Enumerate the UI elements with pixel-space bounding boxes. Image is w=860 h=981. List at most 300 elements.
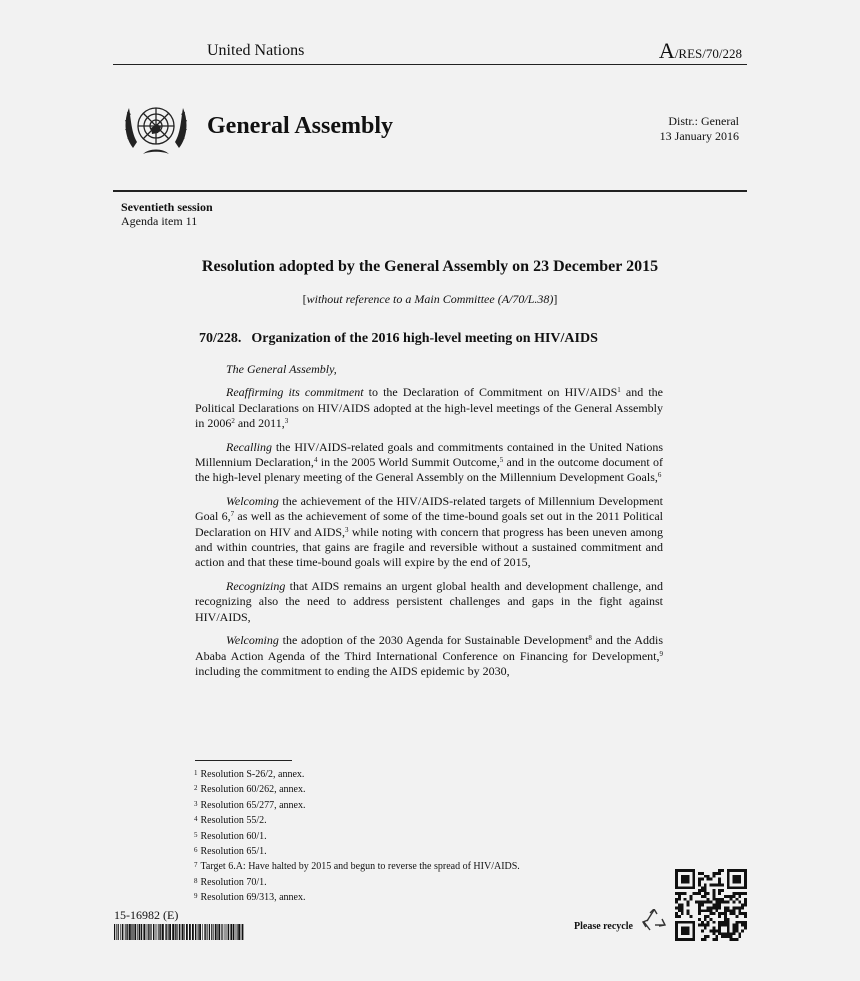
document-number: 15-16982 (E) (114, 908, 179, 922)
paragraph (195, 440, 663, 486)
qr-module (681, 912, 684, 915)
qr-module (724, 918, 727, 921)
qr-module (718, 889, 721, 892)
qr-module (681, 929, 684, 932)
qr-module (678, 898, 681, 901)
qr-module (675, 878, 678, 881)
qr-module (730, 932, 733, 935)
qr-module (712, 927, 715, 930)
note-bracket-close: ] (553, 292, 558, 306)
qr-module (675, 915, 678, 918)
qr-module (692, 929, 695, 932)
qr-module (712, 921, 715, 924)
footnote-ref: 9 (659, 649, 663, 658)
qr-module (733, 869, 736, 872)
qr-module (687, 912, 690, 915)
qr-module (733, 901, 736, 904)
qr-module (678, 909, 681, 912)
qr-module (689, 921, 692, 924)
qr-module (710, 901, 713, 904)
qr-module (718, 898, 721, 901)
qr-module (701, 872, 704, 875)
qr-module (695, 892, 698, 895)
paragraph-text: the HIV/AIDS-related goals and commitments contained in the United Nations Millennium Declaration, (195, 439, 663, 470)
barcode-bar (124, 924, 125, 940)
qr-module (675, 872, 678, 875)
qr-module (727, 918, 730, 921)
qr-module (689, 915, 692, 918)
qr-module (738, 912, 741, 915)
qr-module (678, 906, 681, 909)
qr-module (735, 869, 738, 872)
qr-module (715, 904, 718, 907)
qr-module (695, 901, 698, 904)
footnote-text: Resolution 65/277, annex. (200, 799, 306, 811)
qr-module (689, 895, 692, 898)
un-emblem-icon (121, 98, 191, 160)
qr-module (727, 929, 730, 932)
barcode-bar (186, 924, 188, 940)
qr-module (741, 921, 744, 924)
qr-module (698, 892, 701, 895)
qr-module (681, 878, 684, 881)
recycle-icon (642, 909, 666, 931)
barcode-bar (235, 924, 236, 940)
qr-module (724, 912, 727, 915)
qr-module (687, 886, 690, 889)
barcode-bar (237, 924, 238, 940)
symbol-rest: /RES/70/228 (674, 46, 742, 61)
qr-module (704, 924, 707, 927)
qr-module (698, 889, 701, 892)
qr-module (715, 883, 718, 886)
paragraph-lead: Welcoming (226, 633, 279, 648)
paragraph-lead: Reaffirming its commitment (226, 385, 364, 400)
paragraph (195, 633, 663, 679)
qr-module (724, 932, 727, 935)
qr-module (684, 878, 687, 881)
qr-module (741, 924, 744, 927)
qr-module (710, 912, 713, 915)
qr-module (704, 918, 707, 921)
qr-module (738, 921, 741, 924)
qr-module (718, 921, 721, 924)
qr-module (684, 869, 687, 872)
qr-module (744, 898, 747, 901)
qr-module (712, 895, 715, 898)
barcode-bar (202, 924, 203, 940)
qr-module (701, 929, 704, 932)
qr-module (675, 927, 678, 930)
barcode-bar (224, 924, 225, 940)
qr-module (710, 906, 713, 909)
qr-module (701, 878, 704, 881)
footnote (194, 844, 520, 859)
qr-module (675, 935, 678, 938)
qr-module (727, 906, 730, 909)
barcode-bar (217, 924, 218, 940)
barcode-bar (141, 924, 142, 940)
qr-module (684, 932, 687, 935)
qr-module (744, 875, 747, 878)
qr-module (744, 892, 747, 895)
qr-module (698, 904, 701, 907)
qr-module (715, 901, 718, 904)
paragraph-text: to the Declaration of Commitment on HIV/AIDS (363, 385, 618, 400)
qr-module (681, 927, 684, 930)
qr-module (730, 869, 733, 872)
footnote-ref: 4 (313, 456, 318, 465)
qr-module (675, 924, 678, 927)
qr-module (744, 883, 747, 886)
barcode-bar (198, 924, 199, 940)
footnote (194, 875, 520, 890)
footnote-number: 7 (194, 861, 198, 870)
qr-module (718, 927, 721, 930)
barcode-bar (133, 924, 134, 940)
barcode-bar (122, 924, 123, 940)
qr-module (692, 875, 695, 878)
qr-module (692, 886, 695, 889)
qr-module (738, 932, 741, 935)
footnote-number: 1 (194, 769, 198, 777)
qr-module (727, 872, 730, 875)
barcode-bar (155, 924, 156, 940)
barcode-bar (199, 924, 201, 940)
qr-module (687, 929, 690, 932)
qr-module (675, 932, 678, 935)
barcode-bar (149, 924, 150, 940)
barcode-bar (195, 924, 196, 940)
qr-module (727, 881, 730, 884)
qr-module (718, 912, 721, 915)
qr-module (704, 875, 707, 878)
qr-module (678, 915, 681, 918)
qr-module (735, 924, 738, 927)
qr-module (730, 938, 733, 941)
qr-module (735, 892, 738, 895)
footnote-ref: 5 (499, 456, 504, 465)
note-bracket-open: [ (302, 292, 307, 306)
qr-module (718, 869, 721, 872)
barcode-bar (129, 924, 131, 940)
qr-module (741, 912, 744, 915)
barcode-bar (139, 924, 141, 940)
footnote-text: Resolution S-26/2, annex. (200, 769, 305, 780)
qr-module (724, 901, 727, 904)
barcode-bar (125, 924, 126, 940)
note-text: without reference to a Main Committee (A/70/L.38) (306, 292, 554, 306)
symbol-letter: A (658, 38, 675, 63)
qr-module (741, 892, 744, 895)
qr-module (735, 906, 738, 909)
qr-module (715, 872, 718, 875)
qr-module (704, 938, 707, 941)
qr-module (701, 889, 704, 892)
qr-module (724, 924, 727, 927)
resolution-title: Resolution adopted by the General Assembly on 23 December 2015 (201, 258, 659, 275)
qr-module (718, 901, 721, 904)
barcode-bar (153, 924, 154, 940)
qr-module (727, 901, 730, 904)
barcode-bar (182, 924, 184, 940)
qr-module (675, 881, 678, 884)
qr-module (707, 909, 710, 912)
barcode-bar (226, 924, 227, 940)
qr-module (744, 872, 747, 875)
footnote-text: Target 6.A: Have halted by 2015 and begun to reverse the spread of HIV/AIDS. (200, 861, 520, 873)
qr-module (733, 912, 736, 915)
qr-module (707, 892, 710, 895)
qr-module (681, 869, 684, 872)
barcode-bar (189, 924, 191, 940)
qr-module (733, 924, 736, 927)
qr-module (707, 935, 710, 938)
qr-module (681, 892, 684, 895)
qr-module (712, 904, 715, 907)
barcode-bar (169, 924, 171, 940)
barcode (114, 924, 244, 940)
qr-module (727, 878, 730, 881)
qr-module (727, 895, 730, 898)
qr-module (738, 935, 741, 938)
agenda-item: Agenda item 11 (121, 214, 198, 228)
qr-module (712, 892, 715, 895)
paragraph-text: and the Addis Ababa Action Agenda of the Third International Conference on Financing for Development, (195, 633, 663, 663)
qr-module (718, 872, 721, 875)
qr-module (738, 892, 741, 895)
qr-module (692, 938, 695, 941)
qr-module (733, 927, 736, 930)
qr-module (692, 921, 695, 924)
qr-module (721, 883, 724, 886)
qr-module (692, 932, 695, 935)
paragraph-text: in the 2005 World Summit Outcome, (317, 455, 500, 470)
qr-module (704, 895, 707, 898)
qr-module (727, 869, 730, 872)
qr-module (727, 924, 730, 927)
qr-module (733, 909, 736, 912)
qr-module (712, 898, 715, 901)
session-name: Seventieth session (121, 200, 213, 214)
paragraph-text: and the Political Declarations on HIV/AIDS adopted at the high-level meetings of the General Assembly in 2006 (195, 385, 663, 431)
barcode-bar (205, 924, 206, 940)
barcode-bar (157, 924, 158, 940)
qr-module (710, 918, 713, 921)
barcode-bar (209, 924, 210, 940)
qr-module (692, 927, 695, 930)
qr-module (698, 912, 701, 915)
qr-module (687, 878, 690, 881)
qr-module (721, 921, 724, 924)
qr-module (744, 927, 747, 930)
qr-module (692, 869, 695, 872)
qr-module (721, 889, 724, 892)
distribution-block (660, 114, 739, 144)
qr-module (727, 932, 730, 935)
barcode-bar (228, 924, 229, 940)
qr-module (715, 906, 718, 909)
qr-module (710, 883, 713, 886)
barcode-bar (230, 924, 232, 940)
barcode-bar (184, 924, 185, 940)
committee-note (0, 292, 860, 307)
qr-module (675, 869, 678, 872)
qr-module (675, 875, 678, 878)
qr-module (687, 932, 690, 935)
barcode-bar (242, 924, 243, 940)
qr-module (678, 869, 681, 872)
qr-module (724, 921, 727, 924)
qr-module (678, 938, 681, 941)
footnote-text: Resolution 70/1. (200, 876, 267, 888)
resolution-heading (199, 331, 598, 347)
qr-module (727, 883, 730, 886)
barcode-bar (179, 924, 180, 940)
qr-module (687, 881, 690, 884)
qr-module (735, 878, 738, 881)
qr-module (744, 915, 747, 918)
qr-module (744, 924, 747, 927)
footnote-number: 4 (194, 815, 198, 824)
qr-module (689, 886, 692, 889)
qr-module (738, 895, 741, 898)
qr-module (727, 921, 730, 924)
qr-module (712, 912, 715, 915)
barcode-bar (172, 924, 174, 940)
qr-module (718, 906, 721, 909)
barcode-bar (236, 924, 237, 940)
paragraph-text: as well as the achievement of some of the time-bound goals set out in the 2011 Political Declaration on HIV and AIDS, (195, 509, 663, 539)
qr-module (701, 924, 704, 927)
qr-module (675, 898, 678, 901)
qr-module (687, 869, 690, 872)
qr-module (689, 898, 692, 901)
qr-module (730, 886, 733, 889)
qr-module (741, 904, 744, 907)
qr-module (692, 883, 695, 886)
qr-module (687, 921, 690, 924)
barcode-bar (218, 924, 220, 940)
qr-module (698, 901, 701, 904)
barcode-bar (151, 924, 152, 940)
qr-module (692, 878, 695, 881)
qr-module (701, 901, 704, 904)
footnote-ref: 8 (588, 634, 592, 643)
qr-module (710, 909, 713, 912)
barcode-bar (233, 924, 234, 940)
barcode-bar (165, 924, 166, 940)
qr-module (687, 909, 690, 912)
footnote-number: 5 (194, 830, 198, 839)
paragraph (195, 385, 663, 431)
qr-module (727, 886, 730, 889)
qr-module (727, 935, 730, 938)
barcode-bar (227, 924, 228, 940)
qr-module (735, 881, 738, 884)
footnote-text: Resolution 60/1. (200, 830, 267, 842)
qr-module (692, 872, 695, 875)
qr-module (681, 886, 684, 889)
qr-module (735, 921, 738, 924)
qr-module (681, 906, 684, 909)
qr-module (744, 901, 747, 904)
qr-module (741, 929, 744, 932)
qr-module (692, 924, 695, 927)
qr-module (678, 904, 681, 907)
qr-module (733, 929, 736, 932)
paragraph (195, 494, 663, 571)
general-assembly-title: General Assembly (207, 113, 393, 139)
qr-module (704, 901, 707, 904)
qr-module (704, 909, 707, 912)
qr-module (684, 886, 687, 889)
qr-module (744, 878, 747, 881)
barcode-bar (131, 924, 132, 940)
qr-module (724, 935, 727, 938)
qr-module (698, 881, 701, 884)
qr-module (681, 921, 684, 924)
qr-module (741, 869, 744, 872)
qr-module (681, 938, 684, 941)
qr-module (701, 895, 704, 898)
qr-module (675, 906, 678, 909)
header-divider (113, 190, 747, 192)
qr-module (721, 932, 724, 935)
footnote-text: Resolution 69/313, annex. (200, 892, 306, 904)
qr-module (675, 883, 678, 886)
footnote-ref: 2 (231, 417, 235, 426)
barcode-bar (192, 924, 194, 940)
qr-module (744, 921, 747, 924)
qr-module (715, 938, 718, 941)
footnote-text: Resolution 55/2. (200, 815, 267, 827)
qr-module (738, 875, 741, 878)
qr-module (684, 927, 687, 930)
session-block (121, 200, 213, 228)
qr-module (684, 929, 687, 932)
qr-module (675, 901, 678, 904)
barcode-bar (238, 924, 240, 940)
qr-module (721, 924, 724, 927)
qr-module (744, 904, 747, 907)
qr-module (687, 927, 690, 930)
barcode-bar (148, 924, 149, 940)
barcode-bar (175, 924, 176, 940)
qr-module (738, 869, 741, 872)
qr-module (727, 927, 730, 930)
footnote-ref: 6 (657, 471, 662, 480)
qr-module (681, 909, 684, 912)
qr-module (735, 898, 738, 901)
footnote-text: Resolution 65/1. (200, 846, 267, 858)
qr-module (733, 938, 736, 941)
issue-date: 13 January 2016 (659, 129, 739, 143)
qr-module (704, 927, 707, 930)
barcode-bar (160, 924, 161, 940)
footnote (194, 798, 520, 813)
barcode-bar (211, 924, 212, 940)
qr-module (675, 938, 678, 941)
barcode-bar (118, 924, 119, 940)
paragraph-lead: Recognizing (226, 578, 286, 593)
qr-module (707, 875, 710, 878)
qr-module (712, 929, 715, 932)
footnote-rule (195, 760, 292, 761)
qr-module (735, 886, 738, 889)
barcode-bar (166, 924, 167, 940)
qr-module (704, 889, 707, 892)
